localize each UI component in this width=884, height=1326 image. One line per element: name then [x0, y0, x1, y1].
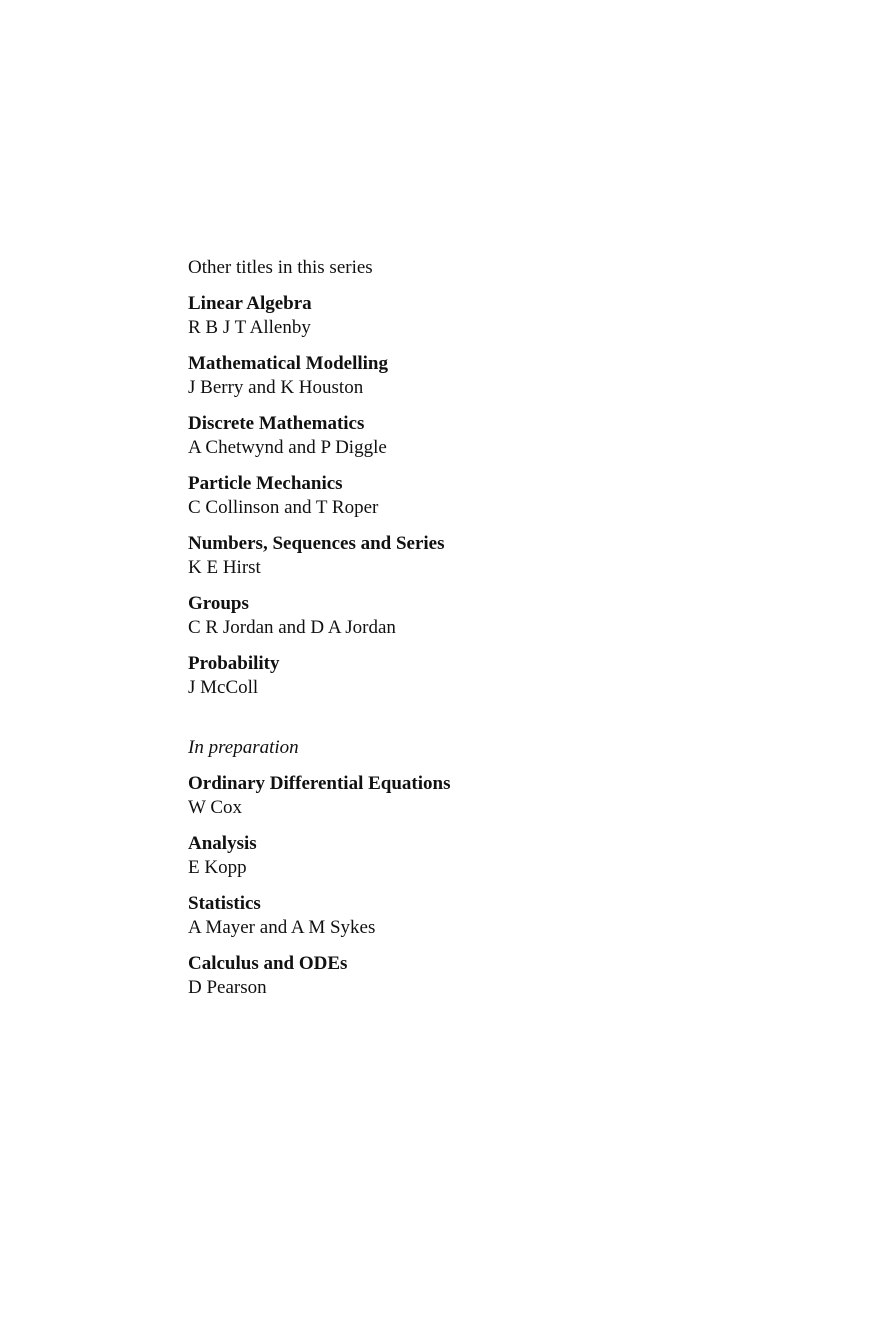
- title-entry: [188, 832, 788, 880]
- book-authors: D Pearson: [188, 977, 267, 998]
- series-heading: Other titles in this series: [188, 257, 373, 278]
- title-entry: [188, 772, 788, 820]
- book-title: Analysis: [188, 833, 257, 854]
- series-list-page: [188, 256, 788, 1012]
- title-entry: [188, 952, 788, 1000]
- title-entry: [188, 352, 788, 400]
- published-titles-list: [188, 292, 788, 700]
- title-entry: [188, 412, 788, 460]
- book-authors: C R Jordan and D A Jordan: [188, 617, 396, 638]
- in-preparation-heading: In preparation: [188, 737, 299, 758]
- book-authors: R B J T Allenby: [188, 317, 311, 338]
- book-title: Linear Algebra: [188, 293, 312, 314]
- title-entry: [188, 592, 788, 640]
- in-preparation-section: [188, 736, 788, 1000]
- book-title: Discrete Mathematics: [188, 413, 365, 434]
- title-entry: [188, 892, 788, 940]
- title-entry: [188, 652, 788, 700]
- book-title: Groups: [188, 593, 249, 614]
- title-entry: [188, 472, 788, 520]
- book-authors: E Kopp: [188, 857, 247, 878]
- book-title: Numbers, Sequences and Series: [188, 533, 445, 554]
- book-title: Statistics: [188, 893, 261, 914]
- book-title: Probability: [188, 653, 280, 674]
- title-entry: [188, 292, 788, 340]
- book-title: Mathematical Modelling: [188, 353, 388, 374]
- title-entry: [188, 532, 788, 580]
- book-authors: C Collinson and T Roper: [188, 497, 379, 518]
- book-title: Particle Mechanics: [188, 473, 343, 494]
- book-authors: A Mayer and A M Sykes: [188, 917, 376, 938]
- book-authors: J McColl: [188, 677, 259, 698]
- book-title: Ordinary Differential Equations: [188, 773, 451, 794]
- book-authors: K E Hirst: [188, 557, 261, 578]
- book-authors: W Cox: [188, 797, 243, 818]
- book-authors: J Berry and K Houston: [188, 377, 364, 398]
- book-authors: A Chetwynd and P Diggle: [188, 437, 387, 458]
- book-title: Calculus and ODEs: [188, 953, 348, 974]
